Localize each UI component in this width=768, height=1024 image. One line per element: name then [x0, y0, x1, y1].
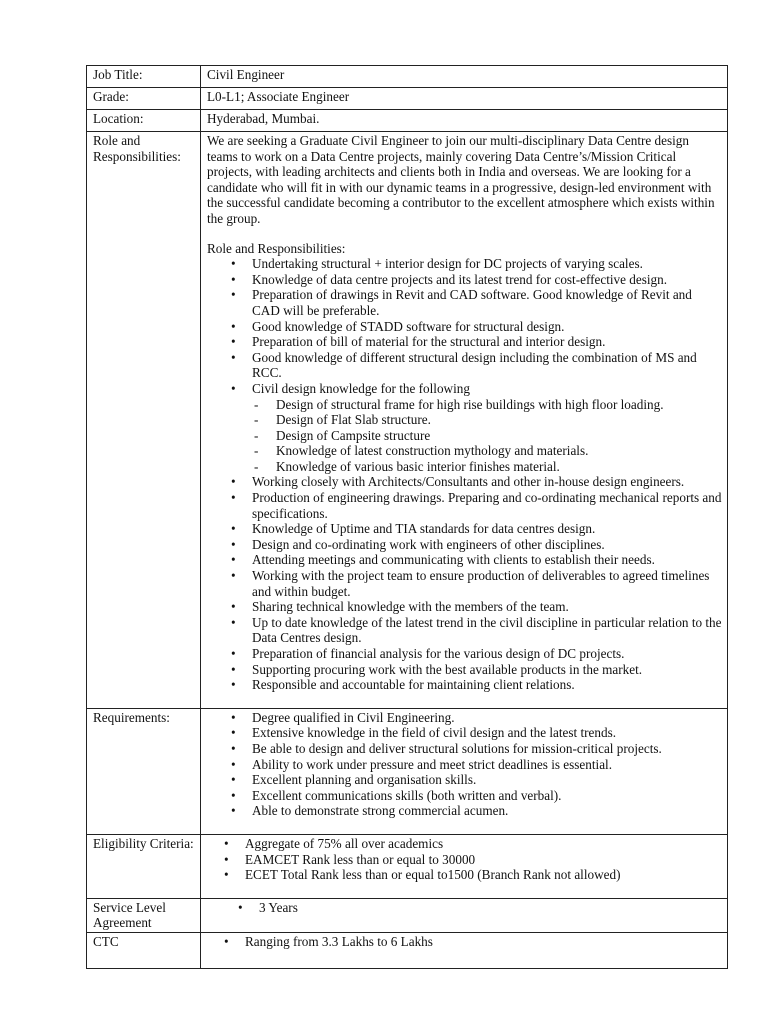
- list-item: • Working with the project team to ensure production of deliverables to agreed timelines and within budget.: [252, 568, 722, 599]
- list-item: • Extensive knowledge in the field of civil design and the latest trends.: [252, 725, 722, 741]
- grade-value: L0-L1; Associate Engineer: [201, 88, 728, 110]
- sub-list-item: - Knowledge of various basic interior finishes material.: [276, 459, 722, 475]
- role-subheading: Role and Responsibilities:: [207, 240, 346, 256]
- list-item: • Preparation of bill of material for the structural and interior design.: [252, 334, 722, 350]
- requirements-list: [207, 710, 722, 819]
- list-item: • Responsible and accountable for maintaining client relations.: [252, 677, 722, 693]
- sub-list-item: - Knowledge of latest construction mythology and materials.: [276, 443, 722, 459]
- list-item: • 3 Years: [259, 900, 722, 916]
- job-title-row: [87, 66, 728, 88]
- list-item: • Good knowledge of STADD software for structural design.: [252, 319, 722, 335]
- list-item: • Degree qualified in Civil Engineering.: [252, 710, 722, 726]
- list-item: • Up to date knowledge of the latest trend in the civil discipline in particular relation to the Data Centres design.: [252, 615, 722, 646]
- sub-list-item: - Design of structural frame for high rise buildings with high floor loading.: [276, 397, 722, 413]
- sub-list-item: - Design of Flat Slab structure.: [276, 412, 722, 428]
- list-item: • Undertaking structural + interior design for DC projects of varying scales.: [252, 256, 722, 272]
- grade-label: Grade:: [87, 88, 201, 110]
- list-item: • Preparation of financial analysis for the various design of DC projects.: [252, 646, 722, 662]
- civil-design-heading: Civil design knowledge for the following: [252, 380, 470, 396]
- ctc-list: [207, 934, 722, 950]
- list-item-civil-design: [252, 381, 722, 475]
- role-label: Role and Responsibilities:: [87, 132, 201, 709]
- eligibility-label: Eligibility Criteria:: [87, 834, 201, 898]
- list-item: • Design and co-ordinating work with engineers of other disciplines.: [252, 537, 722, 553]
- list-item: • Knowledge of data centre projects and its latest trend for cost-effective design.: [252, 272, 722, 288]
- role-row: [87, 132, 728, 709]
- eligibility-content: [201, 834, 728, 898]
- role-list: [207, 256, 722, 693]
- location-row: [87, 110, 728, 132]
- ctc-row: [87, 932, 728, 968]
- list-item: • Good knowledge of different structural design including the combination of MS and RCC.: [252, 350, 722, 381]
- sla-list: [207, 900, 722, 916]
- list-item: • EAMCET Rank less than or equal to 30000: [245, 852, 722, 868]
- job-title-label: Job Title:: [87, 66, 201, 88]
- ctc-content: [201, 932, 728, 968]
- list-item: • Be able to design and deliver structural solutions for mission-critical projects.: [252, 741, 722, 757]
- list-item: • ECET Total Rank less than or equal to1500 (Branch Rank not allowed): [245, 867, 722, 883]
- role-content: [201, 132, 728, 709]
- list-item: • Able to demonstrate strong commercial acumen.: [252, 803, 722, 819]
- list-item: • Excellent communications skills (both written and verbal).: [252, 788, 722, 804]
- eligibility-row: [87, 834, 728, 898]
- list-item: • Working closely with Architects/Consultants and other in-house design engineers.: [252, 474, 722, 490]
- grade-row: [87, 88, 728, 110]
- sla-row: [87, 898, 728, 932]
- requirements-content: [201, 708, 728, 834]
- sla-content: [201, 898, 728, 932]
- list-item: • Aggregate of 75% all over academics: [245, 836, 722, 852]
- job-description-table: [86, 65, 728, 969]
- location-label: Location:: [87, 110, 201, 132]
- list-item: • Ability to work under pressure and meet strict deadlines is essential.: [252, 757, 722, 773]
- list-item: • Supporting procuring work with the best available products in the market.: [252, 662, 722, 678]
- list-item: • Sharing technical knowledge with the members of the team.: [252, 599, 722, 615]
- role-intro: We are seeking a Graduate Civil Engineer to join our multi-disciplinary Data Centre design teams to work on a Data Centre projects, mainly covering Data Centre’s/Mission Critical projects, with leading architects and clients both in India and overseas. We are looking for a candidate who will fit in with our dynamic teams in a progressive, design-led environment with the successful candidate becoming a contributor to the excellent atmosphere which exists within the group.: [207, 133, 715, 226]
- ctc-label: CTC: [87, 932, 201, 968]
- sla-label: Service Level Agreement: [87, 898, 201, 932]
- list-item: • Knowledge of Uptime and TIA standards for data centres design.: [252, 521, 722, 537]
- list-item: • Attending meetings and communicating with clients to establish their needs.: [252, 552, 722, 568]
- location-value: Hyderabad, Mumbai.: [201, 110, 728, 132]
- list-item: • Preparation of drawings in Revit and CAD software. Good knowledge of Revit and CAD will be preferable.: [252, 287, 722, 318]
- sub-list-item: - Design of Campsite structure: [276, 428, 722, 444]
- list-item: • Excellent planning and organisation skills.: [252, 772, 722, 788]
- job-title-value: Civil Engineer: [201, 66, 728, 88]
- eligibility-list: [207, 836, 722, 883]
- civil-design-sublist: [252, 397, 722, 475]
- list-item: • Production of engineering drawings. Preparing and co-ordinating mechanical reports and specifications.: [252, 490, 722, 521]
- requirements-label: Requirements:: [87, 708, 201, 834]
- requirements-row: [87, 708, 728, 834]
- list-item: • Ranging from 3.3 Lakhs to 6 Lakhs: [245, 934, 722, 950]
